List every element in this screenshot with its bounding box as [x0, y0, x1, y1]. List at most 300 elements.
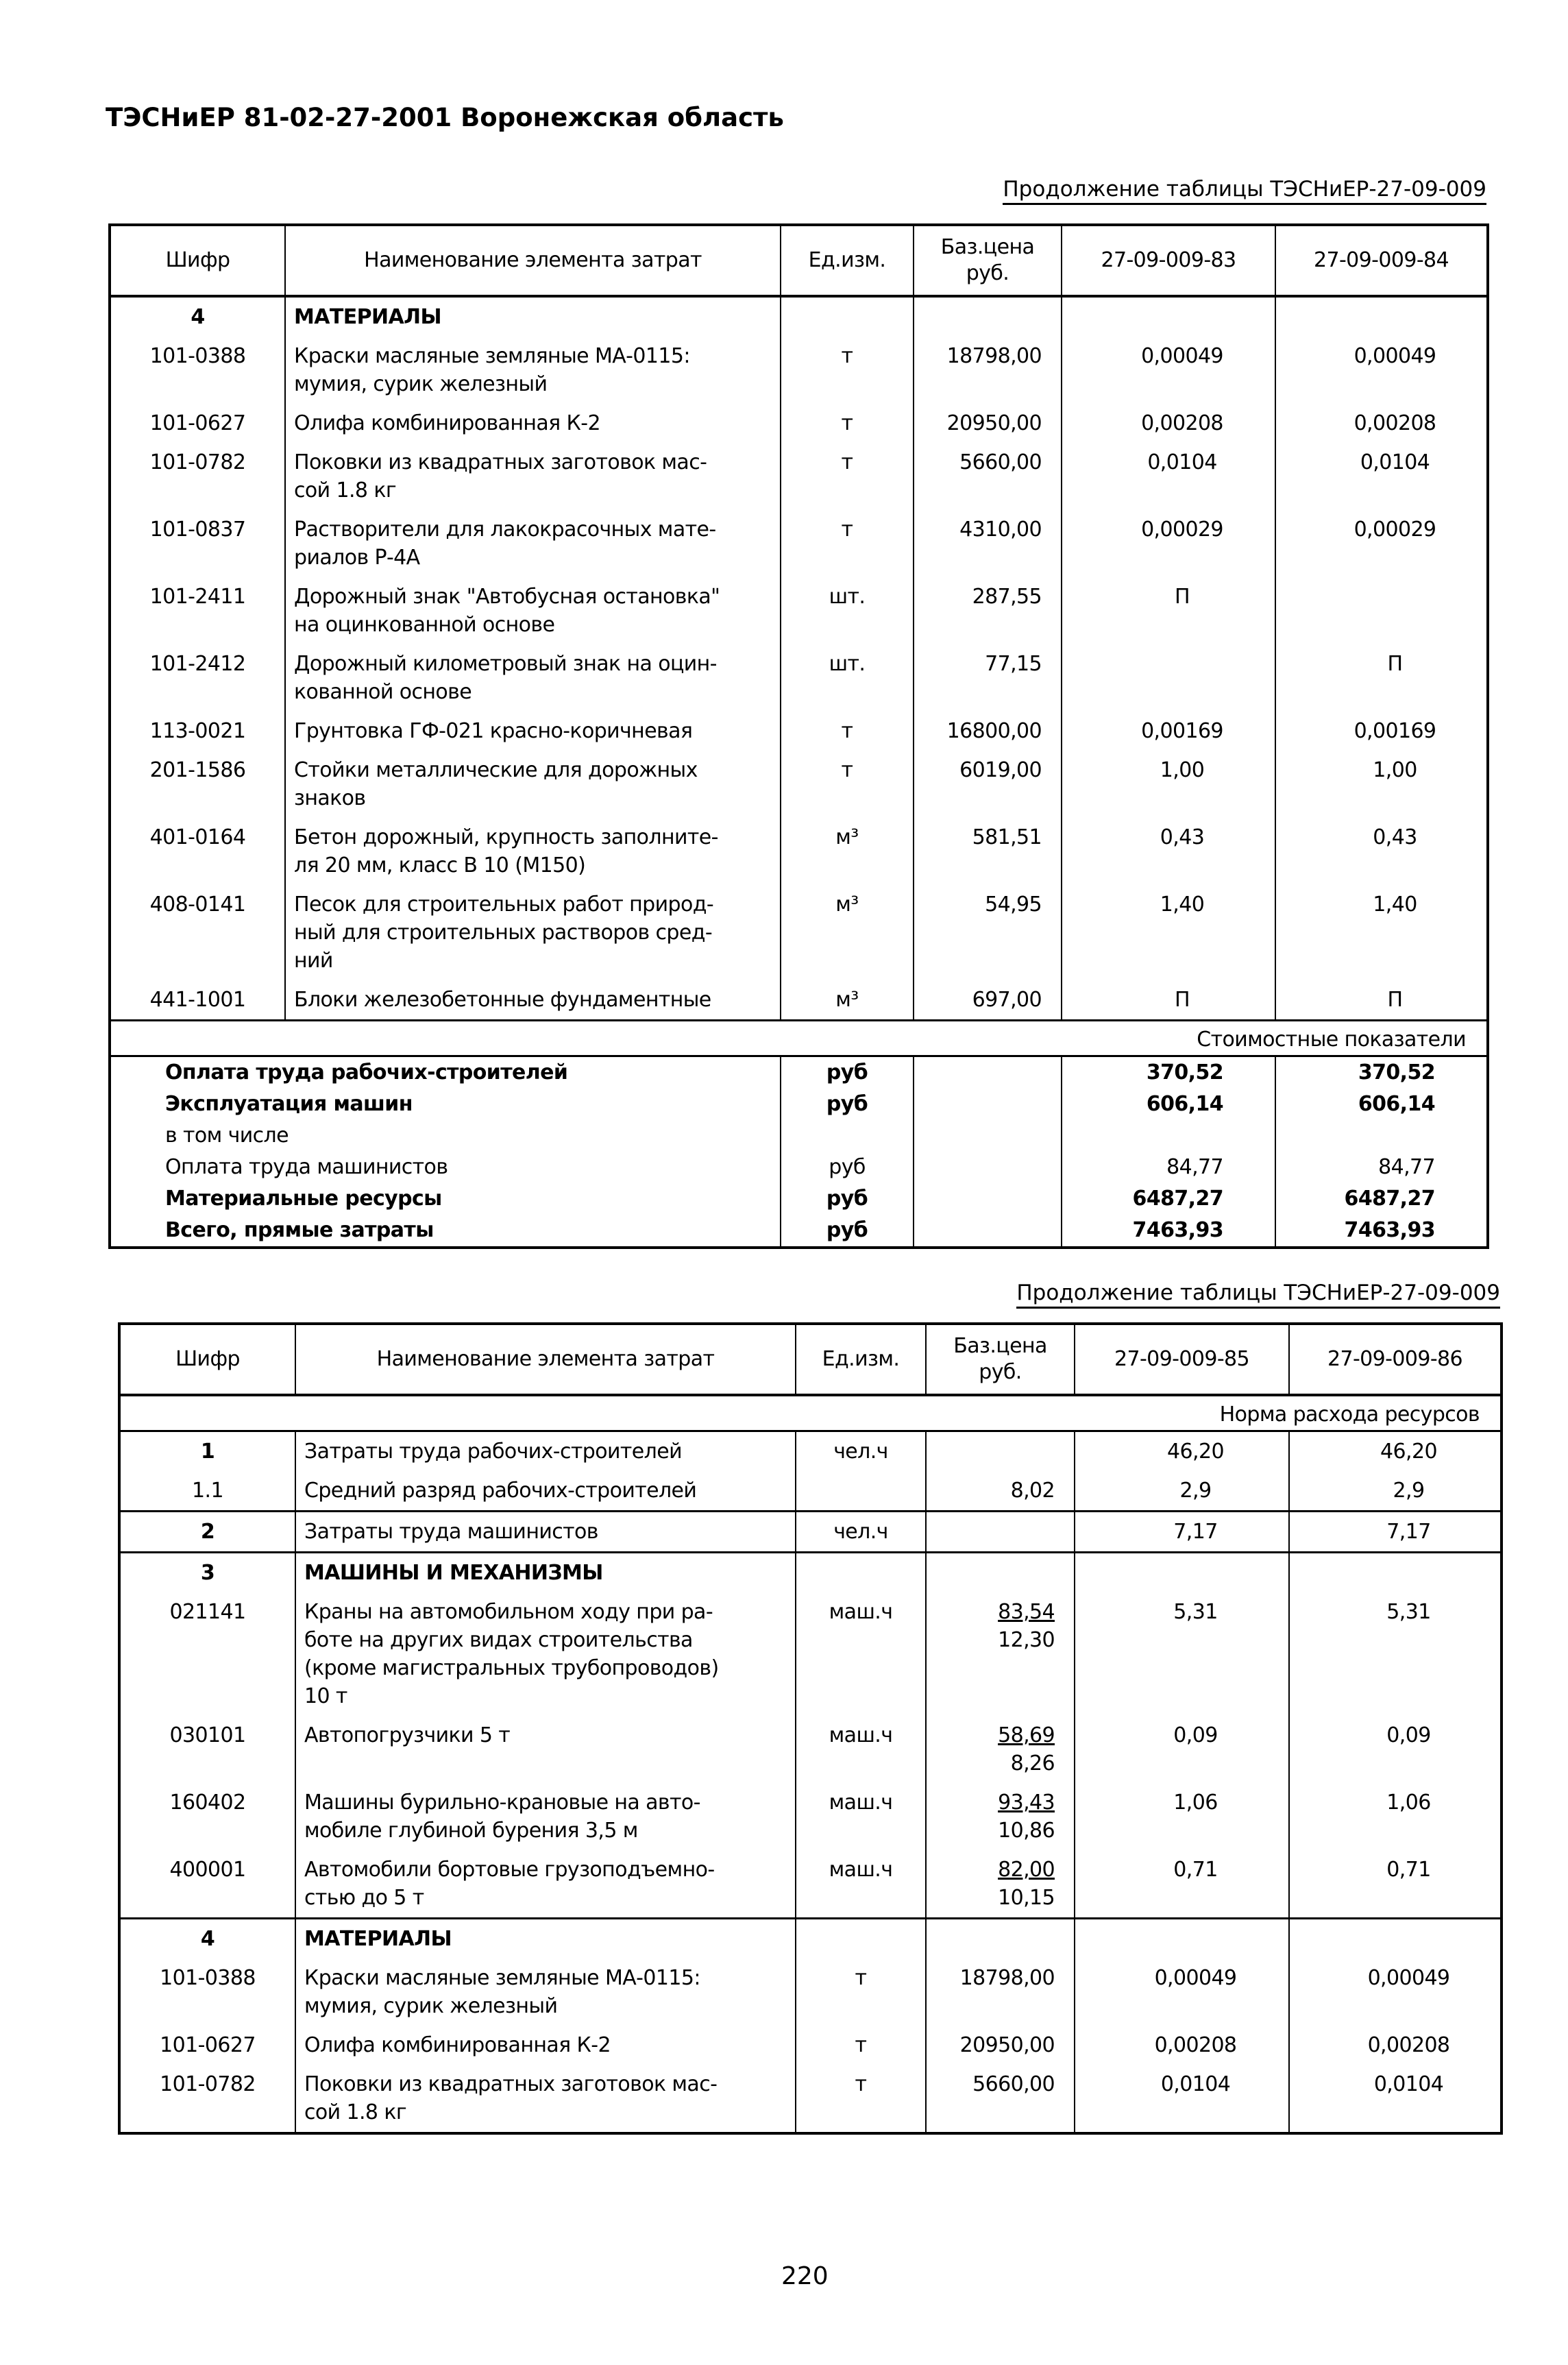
cell-code: 4	[191, 305, 205, 329]
summary-empty	[914, 1120, 1062, 1152]
table-row	[110, 751, 1488, 818]
table-row	[110, 980, 1488, 1021]
cell-line: Краны на автомобильном ходу при ра-	[304, 1600, 713, 1624]
cell-code: 408-0141	[149, 893, 246, 917]
cell-code: 101-0388	[149, 344, 246, 368]
cell-line: Автомобили бортовые грузоподъемно-	[304, 1858, 715, 1882]
cell-code: 101-0388	[160, 1966, 256, 1990]
cell-value-2	[1289, 1919, 1502, 1959]
cell-line: Затраты труда машинистов	[304, 1520, 598, 1544]
cell-value-2: 0,00049	[1275, 337, 1488, 404]
cell-price	[914, 577, 1062, 644]
cell-unit: маш.ч	[796, 1592, 926, 1716]
header-line: руб.	[966, 261, 1009, 285]
cell-value-2: 7,17	[1289, 1512, 1502, 1553]
header-price	[914, 225, 1062, 296]
cell-name	[285, 404, 781, 443]
table-row	[110, 885, 1488, 980]
cell-value-2: 0,00049	[1289, 1958, 1502, 2026]
cell-line: Машины бурильно-крановые на авто-	[304, 1791, 700, 1815]
cell-line: 18798,00	[946, 344, 1042, 368]
cell-name	[295, 2065, 796, 2133]
cell-code: 101-0627	[149, 411, 246, 435]
summary-value-2	[1275, 1120, 1488, 1152]
cell-value-1: 2,9	[1075, 1471, 1289, 1512]
cell-line: на оцинкованной основе	[294, 613, 555, 637]
row-group	[119, 1431, 1502, 1512]
cell-line: МАШИНЫ И МЕХАНИЗМЫ	[304, 1561, 603, 1585]
cell-name	[295, 1850, 796, 1919]
summary-label: Эксплуатация машин	[165, 1092, 413, 1116]
cell-name	[285, 885, 781, 980]
cell-unit: т	[781, 712, 914, 751]
cell-line: 8,26	[1010, 1751, 1055, 1775]
cell-name	[285, 818, 781, 885]
table-row	[119, 1592, 1502, 1716]
cell-price	[914, 443, 1062, 510]
cell-name	[285, 712, 781, 751]
cell-name	[285, 751, 781, 818]
cell-line: Стойки металлические для дорожных	[294, 758, 698, 782]
cell-value-1	[1062, 644, 1275, 712]
cell-value-2: П	[1275, 980, 1488, 1021]
cell-value-2: 0,71	[1289, 1850, 1502, 1919]
cell-unit: т	[781, 443, 914, 510]
summary-value-2: 6487,27	[1275, 1183, 1488, 1215]
cell-value-2	[1275, 577, 1488, 644]
cell-price	[926, 1919, 1075, 1959]
band-label: Норма расхода ресурсов	[119, 1395, 1502, 1431]
cell-price	[926, 1512, 1075, 1553]
cell-line: Дорожный знак "Автобусная остановка"	[294, 585, 720, 609]
cell-line: 581,51	[972, 825, 1042, 849]
cell-name	[285, 644, 781, 712]
cell-unit: т	[796, 2065, 926, 2133]
summary-unit: руб	[781, 1152, 914, 1183]
cell-code: 101-2411	[149, 585, 246, 609]
cell-line: сой 1.8 кг	[304, 2100, 407, 2124]
cell-value-2: 0,0104	[1275, 443, 1488, 510]
cell-value-1: П	[1062, 980, 1275, 1021]
summary-empty	[914, 1215, 1062, 1248]
table-row	[119, 1512, 1502, 1553]
header-row	[110, 225, 1488, 296]
summary-value-2: 606,14	[1275, 1089, 1488, 1120]
table-row	[119, 1850, 1502, 1919]
cell-value-1	[1075, 1553, 1289, 1593]
cell-code: 101-2412	[149, 652, 246, 676]
band-section	[119, 1395, 1502, 1431]
cell-value-2: 46,20	[1289, 1431, 1502, 1472]
cell-unit: чел.ч	[796, 1512, 926, 1553]
cell-value-1: 0,43	[1062, 818, 1275, 885]
cell-line: Затраты труда рабочих-строителей	[304, 1440, 682, 1464]
summary-row	[110, 1215, 1488, 1248]
table-row	[110, 510, 1488, 577]
cell-price	[914, 296, 1062, 337]
table-row	[110, 296, 1488, 337]
cell-value-2: 0,00208	[1289, 2026, 1502, 2065]
header-price	[926, 1324, 1075, 1395]
cell-value-1: 0,00049	[1062, 337, 1275, 404]
cell-line: 10,15	[998, 1886, 1055, 1910]
cell-name	[295, 1592, 796, 1716]
table2-caption: Продолжение таблицы ТЭСНиЕР-27-09-009	[1016, 1281, 1500, 1309]
cell-value-1: 0,0104	[1062, 443, 1275, 510]
cell-name	[295, 1431, 796, 1472]
header-col-2: 27-09-009-86	[1289, 1324, 1502, 1395]
cell-line: 58,69	[998, 1723, 1055, 1747]
cell-value-1: 0,09	[1075, 1716, 1289, 1783]
cell-line: риалов Р-4А	[294, 546, 420, 570]
cell-value-1: 46,20	[1075, 1431, 1289, 1472]
band-row	[110, 1021, 1488, 1056]
cell-line: Поковки из квадратных заготовок мас-	[304, 2072, 718, 2096]
cell-value-1: 0,0104	[1075, 2065, 1289, 2133]
cell-line: 10 т	[304, 1684, 347, 1708]
cell-value-2: П	[1275, 644, 1488, 712]
cell-line: 93,43	[998, 1791, 1055, 1815]
cell-value-1: 1,00	[1062, 751, 1275, 818]
table-row	[119, 1553, 1502, 1593]
summary-unit: руб	[781, 1056, 914, 1089]
cell-price	[914, 337, 1062, 404]
summary-row	[110, 1056, 1488, 1089]
cell-price	[926, 1850, 1075, 1919]
header-col-2: 27-09-009-84	[1275, 225, 1488, 296]
summary-empty	[914, 1152, 1062, 1183]
summary-unit: руб	[781, 1215, 914, 1248]
cell-line: 54,95	[985, 893, 1042, 917]
summary-unit: руб	[781, 1183, 914, 1215]
table-header	[110, 225, 1488, 296]
cell-unit: м³	[781, 980, 914, 1021]
cell-unit: маш.ч	[796, 1850, 926, 1919]
cell-line: мобиле глубиной бурения 3,5 м	[304, 1819, 638, 1843]
table-row	[110, 443, 1488, 510]
cell-price	[926, 2026, 1075, 2065]
summary-row	[110, 1120, 1488, 1152]
cell-line: Олифа комбинированная К-2	[294, 411, 600, 435]
cell-line: 6019,00	[959, 758, 1042, 782]
summary-value-1	[1062, 1120, 1275, 1152]
cell-line: 5660,00	[972, 2072, 1055, 2096]
summary-label: Оплата труда рабочих-строителей	[165, 1060, 568, 1084]
table-row	[110, 818, 1488, 885]
row-group	[119, 1919, 1502, 2134]
cell-name	[295, 1553, 796, 1593]
cell-value-2: 5,31	[1289, 1592, 1502, 1716]
summary-value-1: 370,52	[1062, 1056, 1275, 1089]
cell-unit: т	[781, 404, 914, 443]
cell-value-2: 0,00208	[1275, 404, 1488, 443]
cell-value-2: 0,09	[1289, 1716, 1502, 1783]
cell-code: 021141	[169, 1600, 246, 1624]
table-row	[110, 577, 1488, 644]
header-line: Баз.цена	[953, 1334, 1047, 1358]
summary-unit: руб	[781, 1089, 914, 1120]
header-code: Шифр	[119, 1324, 295, 1395]
cell-line: 20950,00	[946, 411, 1042, 435]
table-row	[119, 2065, 1502, 2133]
page-title: ТЭСНиЕР 81-02-27-2001 Воронежская область	[106, 103, 784, 132]
cell-value-2	[1275, 296, 1488, 337]
cell-unit	[796, 1919, 926, 1959]
cell-value-1: 1,06	[1075, 1783, 1289, 1850]
table-row	[119, 1958, 1502, 2026]
cell-price	[926, 2065, 1075, 2133]
table-row	[119, 1716, 1502, 1783]
header-name: Наименование элемента затрат	[295, 1324, 796, 1395]
cell-value-1: П	[1062, 577, 1275, 644]
summary-empty	[914, 1183, 1062, 1215]
cell-line: Автопогрузчики 5 т	[304, 1723, 511, 1747]
cell-line: 18798,00	[959, 1966, 1055, 1990]
header-unit: Ед.изм.	[796, 1324, 926, 1395]
cell-unit: маш.ч	[796, 1716, 926, 1783]
cell-price	[914, 751, 1062, 818]
cell-name	[295, 1716, 796, 1783]
cell-value-1: 0,00169	[1062, 712, 1275, 751]
cell-code: 3	[200, 1561, 215, 1585]
cell-line: 77,15	[985, 652, 1042, 676]
cell-value-1	[1075, 1919, 1289, 1959]
cell-code: 401-0164	[149, 825, 246, 849]
cell-name	[285, 337, 781, 404]
cell-value-2: 1,00	[1275, 751, 1488, 818]
cell-line: МАТЕРИАЛЫ	[294, 305, 441, 329]
summary-empty	[914, 1056, 1062, 1089]
cell-price	[914, 980, 1062, 1021]
cell-price	[914, 885, 1062, 980]
cell-line: мумия, сурик железный	[304, 1994, 558, 2018]
cell-value-1: 0,00029	[1062, 510, 1275, 577]
cell-name	[285, 443, 781, 510]
cell-code: 101-0627	[160, 2033, 256, 2057]
band-label: Стоимостные показатели	[110, 1021, 1488, 1056]
summary-label: в том числе	[165, 1124, 289, 1148]
summary-value-1: 606,14	[1062, 1089, 1275, 1120]
summary-value-2: 370,52	[1275, 1056, 1488, 1089]
cell-unit: т	[781, 337, 914, 404]
band-row	[119, 1395, 1502, 1431]
cell-unit: шт.	[781, 577, 914, 644]
cell-name	[285, 296, 781, 337]
cell-code: 101-0782	[160, 2072, 256, 2096]
cell-code: 201-1586	[149, 758, 246, 782]
summary-label: Оплата труда машинистов	[165, 1155, 448, 1179]
table-row	[119, 1471, 1502, 1512]
cell-line: кованной основе	[294, 680, 472, 704]
cell-unit	[796, 1471, 926, 1512]
summary-label: Материальные ресурсы	[165, 1187, 442, 1211]
cell-value-1: 0,71	[1075, 1850, 1289, 1919]
summary-section	[110, 1056, 1488, 1248]
cell-line: Поковки из квадратных заготовок мас-	[294, 450, 707, 474]
cell-line: Песок для строительных работ природ-	[294, 893, 714, 917]
cell-unit: т	[796, 1958, 926, 2026]
cell-line: ний	[294, 949, 333, 973]
table-row	[110, 337, 1488, 404]
cell-code: 160402	[169, 1791, 246, 1815]
cell-value-1: 5,31	[1075, 1592, 1289, 1716]
summary-unit	[781, 1120, 914, 1152]
cell-value-1	[1062, 296, 1275, 337]
page-number: 220	[781, 2262, 829, 2290]
cell-line: ля 20 мм, класс В 10 (М150)	[294, 853, 586, 877]
band-section	[110, 1021, 1488, 1056]
cell-code: 101-0837	[149, 518, 246, 542]
cell-code: 441-1001	[149, 988, 246, 1012]
table-row	[110, 712, 1488, 751]
cell-price	[914, 510, 1062, 577]
header-col-1: 27-09-009-85	[1075, 1324, 1289, 1395]
cell-unit: т	[781, 751, 914, 818]
cell-price	[914, 712, 1062, 751]
cell-code: 2	[200, 1520, 215, 1544]
cell-line: 82,00	[998, 1858, 1055, 1882]
cell-line: стью до 5 т	[304, 1886, 424, 1910]
cell-price	[914, 818, 1062, 885]
cell-line: 697,00	[972, 988, 1042, 1012]
cell-line: МАТЕРИАЛЫ	[304, 1927, 452, 1951]
cell-price	[926, 1716, 1075, 1783]
header-row	[119, 1324, 1502, 1395]
summary-row	[110, 1183, 1488, 1215]
cell-line: 8,02	[1010, 1479, 1055, 1503]
cell-value-2: 1,40	[1275, 885, 1488, 980]
table-row	[119, 1431, 1502, 1472]
cell-line: 10,86	[998, 1819, 1055, 1843]
cell-code: 1.1	[192, 1479, 223, 1503]
cell-value-2: 2,9	[1289, 1471, 1502, 1512]
cell-value-2: 0,43	[1275, 818, 1488, 885]
cell-price	[926, 1958, 1075, 2026]
row-group	[119, 1553, 1502, 1919]
cell-name	[295, 1471, 796, 1512]
cell-value-1: 0,00208	[1075, 2026, 1289, 2065]
cell-name	[285, 577, 781, 644]
cell-price	[926, 1783, 1075, 1850]
cell-name	[295, 1512, 796, 1553]
header-name: Наименование элемента затрат	[285, 225, 781, 296]
cell-value-1: 0,00208	[1062, 404, 1275, 443]
cell-unit: маш.ч	[796, 1783, 926, 1850]
summary-label: Всего, прямые затраты	[165, 1218, 434, 1242]
cell-name	[285, 510, 781, 577]
cell-code: 030101	[169, 1723, 246, 1747]
cell-value-1: 7,17	[1075, 1512, 1289, 1553]
cell-line: Растворители для лакокрасочных мате-	[294, 518, 716, 542]
cell-value-2: 0,00029	[1275, 510, 1488, 577]
cell-line: знаков	[294, 786, 366, 810]
cell-code: 113-0021	[149, 719, 246, 743]
cell-line: Краски масляные земляные МА-0115:	[304, 1966, 700, 1990]
cell-code: 4	[200, 1927, 215, 1951]
cell-price	[926, 1553, 1075, 1593]
cell-line: Грунтовка ГФ-021 красно-коричневая	[294, 719, 693, 743]
summary-value-2: 7463,93	[1275, 1215, 1488, 1248]
cell-price	[926, 1431, 1075, 1472]
cell-unit: т	[781, 510, 914, 577]
cell-unit	[796, 1553, 926, 1593]
summary-value-2: 84,77	[1275, 1152, 1488, 1183]
cell-unit	[781, 296, 914, 337]
table-header	[119, 1324, 1502, 1395]
cell-price	[926, 1592, 1075, 1716]
summary-value-1: 6487,27	[1062, 1183, 1275, 1215]
cell-line: Блоки железобетонные фундаментные	[294, 988, 711, 1012]
cell-unit: шт.	[781, 644, 914, 712]
cell-code: 1	[200, 1440, 215, 1464]
summary-value-1: 84,77	[1062, 1152, 1275, 1183]
cell-line: (кроме магистральных трубопроводов)	[304, 1656, 719, 1680]
cell-name	[295, 1958, 796, 2026]
cell-name	[295, 1783, 796, 1850]
cell-line: 20950,00	[959, 2033, 1055, 2057]
table-row	[119, 1783, 1502, 1850]
cell-value-2: 0,0104	[1289, 2065, 1502, 2133]
cell-unit: м³	[781, 818, 914, 885]
summary-row	[110, 1089, 1488, 1120]
header-col-1: 27-09-009-83	[1062, 225, 1275, 296]
cell-line: Дорожный километровый знак на оцин-	[294, 652, 717, 676]
cell-line: 287,55	[972, 585, 1042, 609]
cell-line: 5660,00	[959, 450, 1042, 474]
cell-code: 101-0782	[149, 450, 246, 474]
cell-line: Олифа комбинированная К-2	[304, 2033, 611, 2057]
cell-unit: чел.ч	[796, 1431, 926, 1472]
cell-value-2	[1289, 1553, 1502, 1593]
table-row	[110, 404, 1488, 443]
cell-line: боте на других видах строительства	[304, 1628, 693, 1652]
table-row	[119, 1919, 1502, 1959]
cell-price	[914, 644, 1062, 712]
cell-value-1: 0,00049	[1075, 1958, 1289, 2026]
table-row	[119, 2026, 1502, 2065]
cell-line: Краски масляные земляные МА-0115:	[294, 344, 690, 368]
header-unit: Ед.изм.	[781, 225, 914, 296]
cell-line: мумия, сурик железный	[294, 372, 548, 396]
cell-line: Средний разряд рабочих-строителей	[304, 1479, 697, 1503]
header-code: Шифр	[110, 225, 285, 296]
cell-price	[926, 1471, 1075, 1512]
cell-name	[295, 1919, 796, 1959]
summary-empty	[914, 1089, 1062, 1120]
cell-value-2: 0,00169	[1275, 712, 1488, 751]
row-group	[119, 1512, 1502, 1553]
cell-line: 12,30	[998, 1628, 1055, 1652]
cell-unit: т	[796, 2026, 926, 2065]
table-row	[110, 644, 1488, 712]
cell-price	[914, 404, 1062, 443]
cell-line: 4310,00	[959, 518, 1042, 542]
cell-line: 16800,00	[946, 719, 1042, 743]
cell-unit: м³	[781, 885, 914, 980]
table2-resources	[118, 1322, 1503, 2135]
summary-value-1: 7463,93	[1062, 1215, 1275, 1248]
cell-value-1: 1,40	[1062, 885, 1275, 980]
table1-resources	[108, 223, 1489, 1249]
header-line: руб.	[979, 1360, 1022, 1384]
cell-name	[295, 2026, 796, 2065]
cell-line: сой 1.8 кг	[294, 478, 397, 502]
cell-line: 83,54	[998, 1600, 1055, 1624]
cell-name	[285, 980, 781, 1021]
row-group	[110, 296, 1488, 1021]
header-line: Баз.цена	[940, 235, 1035, 259]
cell-value-2: 1,06	[1289, 1783, 1502, 1850]
